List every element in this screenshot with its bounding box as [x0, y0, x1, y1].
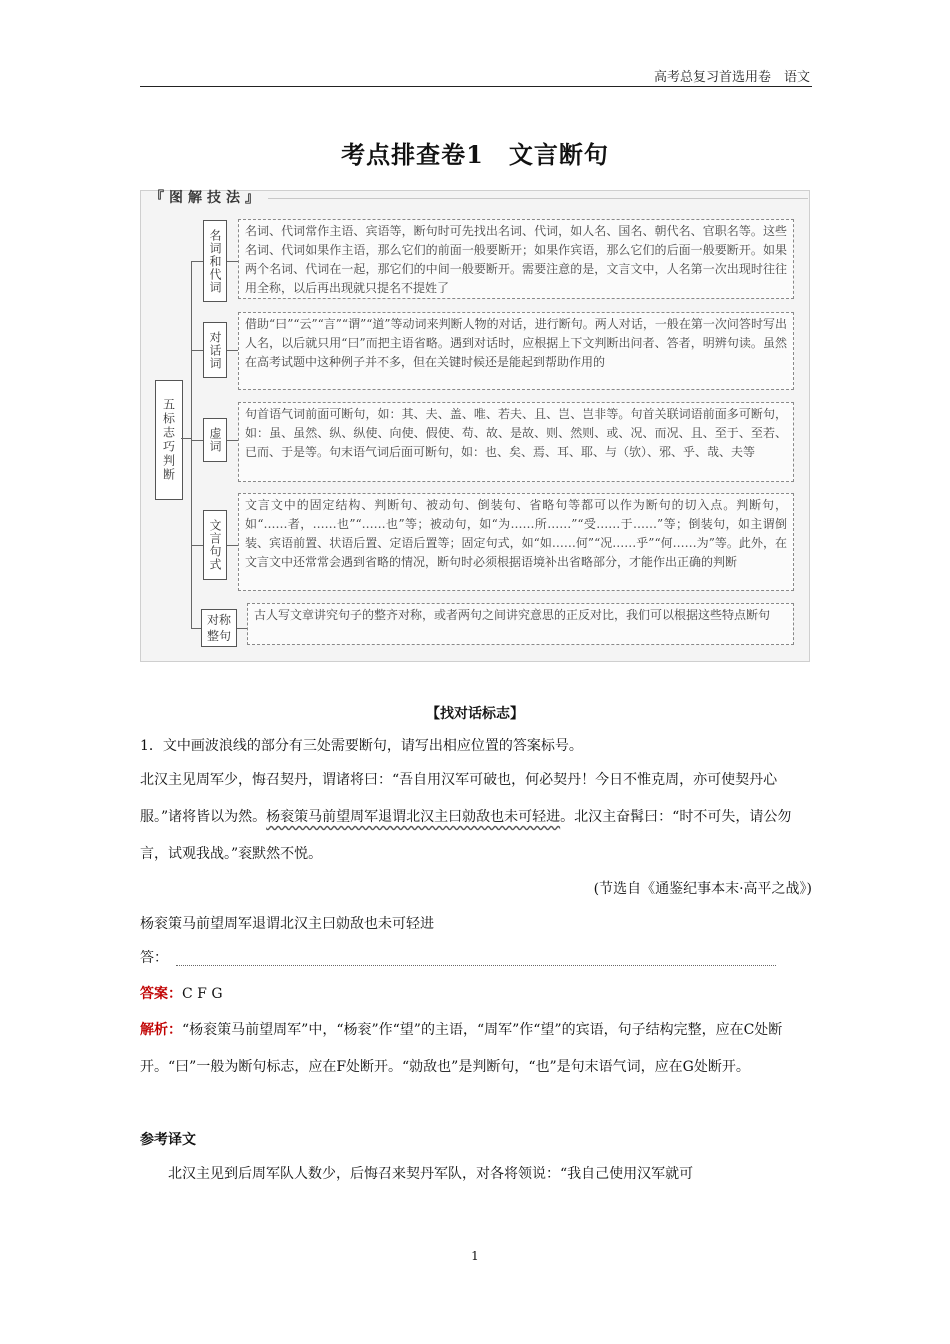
translation-text: 北汉主见到后周军队人数少，后悔召来契丹军队，对各将领说：“我自己使用汉军就可: [168, 1166, 694, 1182]
passage-before: 北汉主见周军少，悔召契丹，谓诸将曰：“吾自用汉军可破也，何必契丹！今日不惟克周，亦可使契丹心服。”诸将皆以为然。: [140, 772, 778, 825]
passage-source: (节选自《通鉴纪事本末·高平之战》): [593, 881, 812, 897]
answer-blank-line: [176, 965, 776, 966]
category-sentence-patterns: 文言句式: [203, 510, 227, 580]
branch-line: [191, 261, 203, 262]
branch-line: [191, 545, 203, 546]
header-rule: [140, 86, 812, 87]
answer-label: 答案：: [140, 986, 182, 1002]
running-header: 高考总复习首选用卷 语文: [653, 70, 810, 85]
desc-dialogue-words: 借助“曰”“云”“言”“谓”“道”等动词来判断人物的对话，进行断句。两人对话，一般在第一次问答时写出人名，以后就只用“曰”而把主语省略。遇到对话时，应根据上下文判断出问者、答者，明辨句读。虽然在高考试题中这种例子并不多，但在关键时候还是能起到帮助作用的: [238, 312, 794, 390]
translation-heading: 参考译文: [140, 1132, 196, 1148]
desc-connector: [226, 350, 238, 351]
answer-prompt: 答：: [140, 950, 168, 966]
diagram-root: 五标志巧判断: [155, 380, 183, 500]
answer-row: [140, 976, 815, 1013]
branch-line: [191, 350, 203, 351]
analysis-label: 解析：: [140, 1022, 182, 1038]
category-nouns-pronouns: 名词和代词: [203, 220, 227, 302]
branch-line: [191, 440, 203, 441]
desc-sentence-patterns: 文言文中的固定结构、判断句、被动句、倒装句、省略句等都可以作为断句的切入点。判断句，如“……者，……也”“……也”等；被动句，如“为……所……”“受……于……”等；倒装句，如主谓倒装、宾语前置、状语后置、定语后置等；固定句式，如“如……何”“况……乎”“何……为”等。此外，在文言文中还常常会遇到省略的情况，断句时必须根据语境补出省略部分，才能作出正确的判断: [238, 493, 794, 591]
answer-value: C F G: [182, 986, 223, 1002]
desc-connector: [226, 545, 238, 546]
page-number: 1: [471, 1249, 479, 1263]
category-dialogue-words: 对话词: [203, 322, 227, 378]
desc-function-words: 句首语气词前面可断句，如：其、夫、盖、唯、若夫、且、岂、岂非等。句首关联词语前面多可断句，如：虽、虽然、纵、纵使、向使、假使、苟、故、是故、则、然则、或、况、而况、且、至于、至若、已而、于是等。句末语气词后面可断句，如：也、矣、焉、耳、耶、与（欤）、邪、乎、哉、夫等: [238, 402, 794, 482]
passage-after: 。北汉主奋髯曰：“时不可失，请公勿言，试观我战。”衮默然不悦。: [140, 809, 792, 862]
desc-connector: [226, 440, 238, 441]
desc-connector: [237, 628, 247, 629]
section-heading: 【找对话标志】: [426, 706, 524, 722]
tag-rule: [268, 198, 808, 199]
analysis-paragraph: [140, 1012, 815, 1086]
tree-trunk: [191, 261, 192, 629]
page-title: 考点排查卷1 文言断句: [341, 140, 609, 169]
desc-parallel-sentences: 古人写文章讲究句子的整齐对称，或者两句之间讲究意思的正反对比，我们可以根据这些特点断句: [247, 603, 794, 645]
analysis-text: “杨衮策马前望周军”中，“杨衮”作“望”的主语，“周军”作“望”的宾语，句子结构完整，应在C处断开。“曰”一般为断句标志，应在F处断开。“勍敌也”是判断句，“也”是句末语气词，应在G处断开。: [140, 1022, 783, 1075]
branch-line: [191, 628, 201, 629]
desc-nouns-pronouns: 名词、代词常作主语、宾语等，断句时可先找出名词、代词，如人名、国名、朝代名、官职名等。这些名词、代词如果作主语，那么它们的前面一般要断开；如果作宾语，那么它们的后面一般要断开。如果两个名词、代词在一起，那它们的中间一般要断开。需要注意的是，文言文中，人名第一次出现时往往用全称，以后再出现就只提名不提姓了: [238, 219, 794, 299]
root-connector: [181, 438, 191, 439]
wavy-line-repeat: 杨衮策马前望周军退谓北汉主曰勍敌也未可轻进: [140, 916, 434, 932]
category-function-words: 虚词: [203, 418, 227, 462]
classical-passage: [140, 762, 815, 873]
question-text: 1．文中画波浪线的部分有三处需要断句，请写出相应位置的答案标号。: [140, 738, 583, 754]
method-tag: 『图解技法』: [150, 190, 264, 206]
desc-connector: [226, 261, 238, 262]
category-parallel-sentences: 对称整句: [201, 609, 237, 647]
passage-wavy-underline: 杨衮策马前望周军退谓北汉主曰勍敌也未可轻进: [266, 809, 561, 825]
